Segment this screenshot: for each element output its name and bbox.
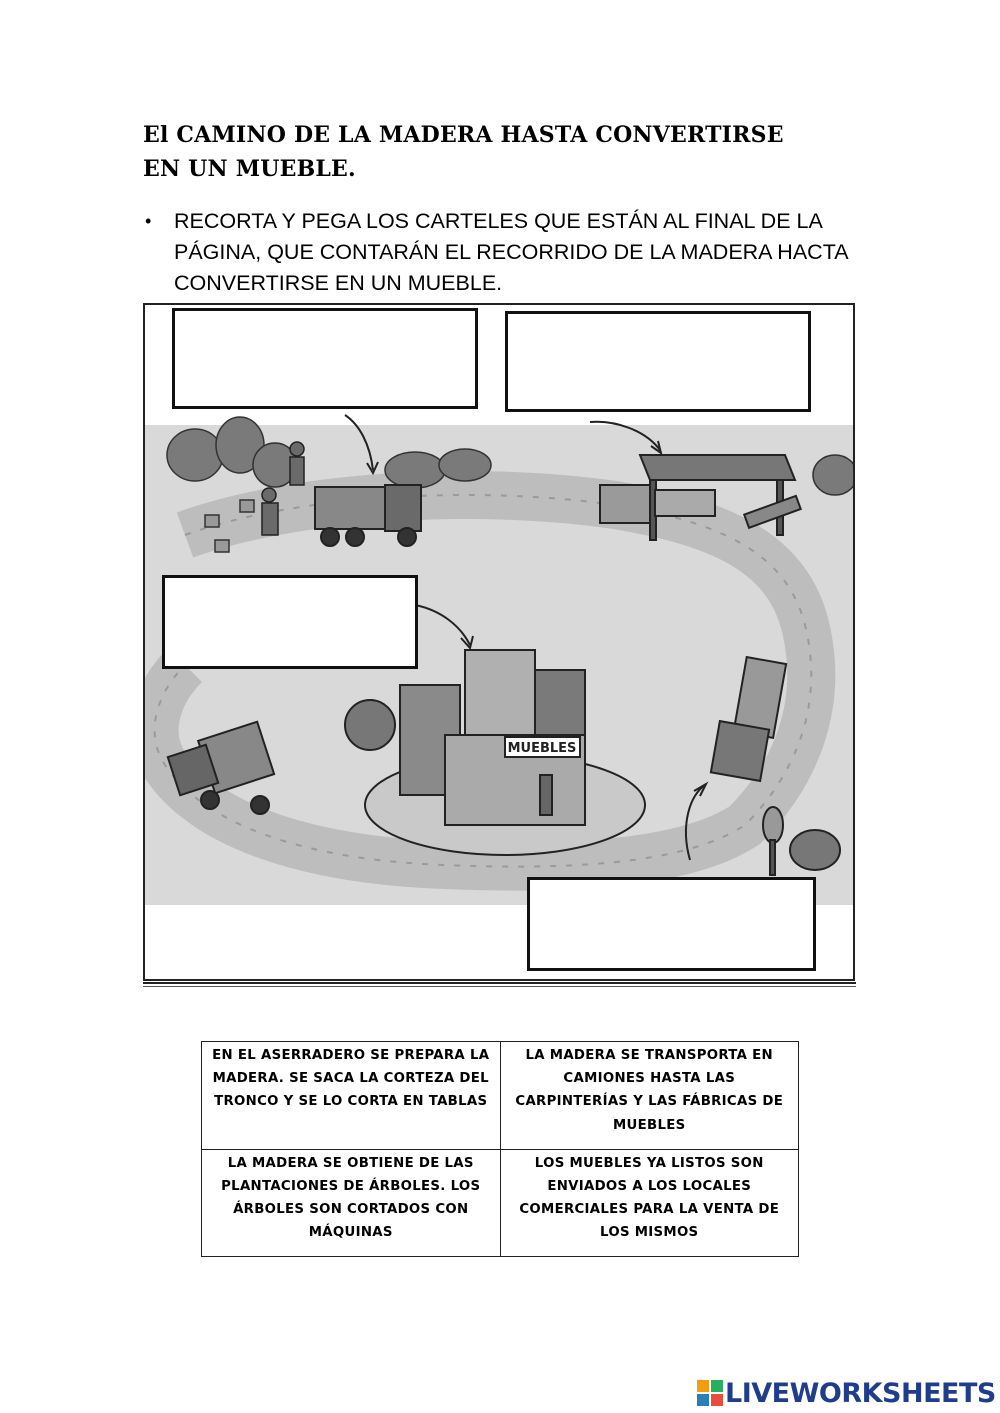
title-line-1: El CAMINO DE LA MADERA HASTA CONVERTIRSE (143, 122, 784, 148)
wood-path-illustration (143, 303, 855, 981)
card-sawmill[interactable]: EN EL ASERRADERO SE PREPARA LA MADERA. SE SACA LA CORTEZA DEL TRONCO Y SE LO CORTA EN TABLAS (202, 1042, 501, 1150)
divider (143, 986, 856, 987)
liveworksheets-logo-icon (697, 1380, 723, 1406)
brand-name: LIVEWORKSHEETS (725, 1377, 996, 1409)
card-transport[interactable]: LA MADERA SE TRANSPORTA EN CAMIONES HASTA LAS CARPINTERÍAS Y LAS FÁBRICAS DE MUEBLES (500, 1042, 799, 1150)
instruction (145, 206, 865, 299)
drop-box-sawmill[interactable] (505, 311, 811, 412)
title-line-2: EN UN MUEBLE. (143, 156, 356, 182)
divider (143, 982, 856, 984)
cutout-cards (201, 1041, 799, 1257)
instruction-text: RECORTA Y PEGA LOS CARTELES QUE ESTÁN AL FINAL DE LA PÁGINA, QUE CONTARÁN EL RECORRIDO DE LA MADERA HACTA CONVERTIRSE EN UN MUEBLE. (174, 209, 848, 295)
drop-box-town[interactable] (162, 575, 418, 669)
bullet-icon: • (145, 211, 152, 231)
drop-box-forest[interactable] (172, 308, 478, 409)
drop-box-transport[interactable] (527, 877, 816, 971)
shop-sign: MUEBLES (507, 741, 577, 756)
card-shops[interactable]: LOS MUEBLES YA LISTOS SON ENVIADOS A LOS LOCALES COMERCIALES PARA LA VENTA DE LOS MISMOS (500, 1149, 799, 1257)
page-title (143, 118, 873, 186)
card-plantation[interactable]: LA MADERA SE OBTIENE DE LAS PLANTACIONES DE ÁRBOLES. LOS ÁRBOLES SON CORTADOS CON MÁQUINAS (202, 1149, 501, 1257)
footer-brand (697, 1376, 996, 1410)
